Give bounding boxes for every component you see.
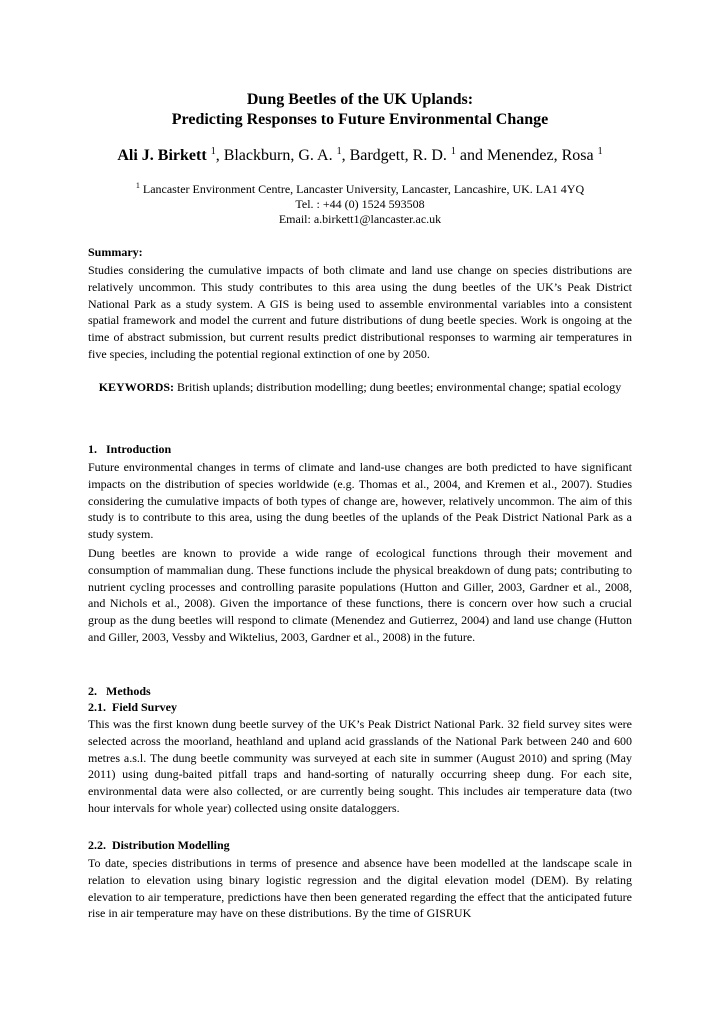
author-name: , Bardgett, R. D. [341, 147, 447, 164]
methods-heading: 2. Methods [88, 684, 151, 698]
affiliation-superscript: 1 [135, 181, 140, 190]
field-survey-heading: 2.1. Field Survey [88, 700, 177, 714]
keywords-label: KEYWORDS: [98, 380, 175, 394]
paper-title-line-2: Predicting Responses to Future Environmental Change [171, 111, 549, 128]
affiliation-tel: Tel. : +44 (0) 1524 593508 [295, 197, 425, 211]
intro-heading: 1. Introduction [88, 442, 172, 456]
affiliation-email: Email: a.birkett1@lancaster.ac.uk [278, 212, 442, 226]
author-name: , Blackburn, G. A. [215, 147, 333, 164]
author-name: and Menendez, Rosa [455, 147, 594, 164]
field-survey-paragraph: This was the first known dung beetle survey of the UK’s Peak District National Park. 32 field survey sites were selected across the moorland, heathland and upland acid grasslands of the National Park between 240 and 600 metres a.s.l. The dung beetle community was surveyed at each site in summer (August 2010) and spring (May 2011) using dung-baited pitfall traps and hand-sorting of naturally occurring sheep dung. For each site, environmental data were also collected, or are currently being sought. This includes air temperature data (two hour intervals for whole year) collected using onsite dataloggers. [88, 717, 632, 815]
affiliation-address [88, 181, 632, 197]
author-list [88, 146, 632, 166]
affiliation-text: Lancaster Environment Centre, Lancaster University, Lancaster, Lancashire, UK. LA1 4YQ [139, 182, 585, 196]
summary-heading: Summary: [88, 245, 143, 259]
paper-title-line-1: Dung Beetles of the UK Uplands: [246, 91, 474, 108]
author-superscript: 1 [597, 146, 603, 157]
keywords [88, 379, 632, 396]
author-superscript: 1 [336, 146, 342, 157]
author-superscript: 1 [450, 146, 456, 157]
keywords-text: British uplands; distribution modelling; dung beetles; environmental change; spatial ecology [174, 380, 622, 394]
summary-text: Studies considering the cumulative impacts of both climate and land use change on species distributions are relatively uncommon. This study contributes to this area using the dung beetles of the UK’s Peak District National Park as a study system. A GIS is being used to assemble environmental variables into a consistent spatial framework and model the current and future distributions of dung beetle species. Work is ongoing at the time of abstract submission, but current results predict distributional responses to warming air temperatures in five species, including the potential regional extinction of one by 2050. [88, 263, 632, 361]
distribution-modelling-paragraph: To date, species distributions in terms of presence and absence have been modelled at the landscape scale in relation to elevation using binary logistic regression and the digital elevation model (DEM). By relating elevation to air temperature, predictions have then been generated regarding the effect that the anticipated future rise in air temperature may have on these distributions. By the time of GISRUK [88, 856, 632, 921]
author-superscript: 1 [210, 146, 216, 157]
intro-paragraph-2: Dung beetles are known to provide a wide range of ecological functions through their movement and consumption of mammalian dung. These functions include the physical breakdown of dung pats; contributing to nutrient cycling processes and controlling parasite populations (Hutton and Giller, 2003, Gardner et al., 2008, and Nichols et al., 2008). Given the importance of these functions, there is concern over how such a crucial group as the dung beetles will respond to climate (Menendez and Gutierrez, 2004) and land use change (Hutton and Giller, 2003, Vessby and Wiktelius, 2003, Gardner et al., 2008) in the future. [88, 546, 632, 644]
distribution-modelling-heading: 2.2. Distribution Modelling [88, 838, 230, 852]
lead-author: Ali J. Birkett [117, 147, 207, 164]
intro-paragraph-1: Future environmental changes in terms of climate and land-use changes are both predicted to have significant impacts on the distribution of species worldwide (e.g. Thomas et al., 2004, and Kremen et al., 2007). Studies considering the cumulative impacts of both types of change are, however, relatively uncommon. The aim of this study is to contribute to this area, using the dung beetles of the uplands of the Peak District National Park as a study system. [88, 460, 632, 542]
